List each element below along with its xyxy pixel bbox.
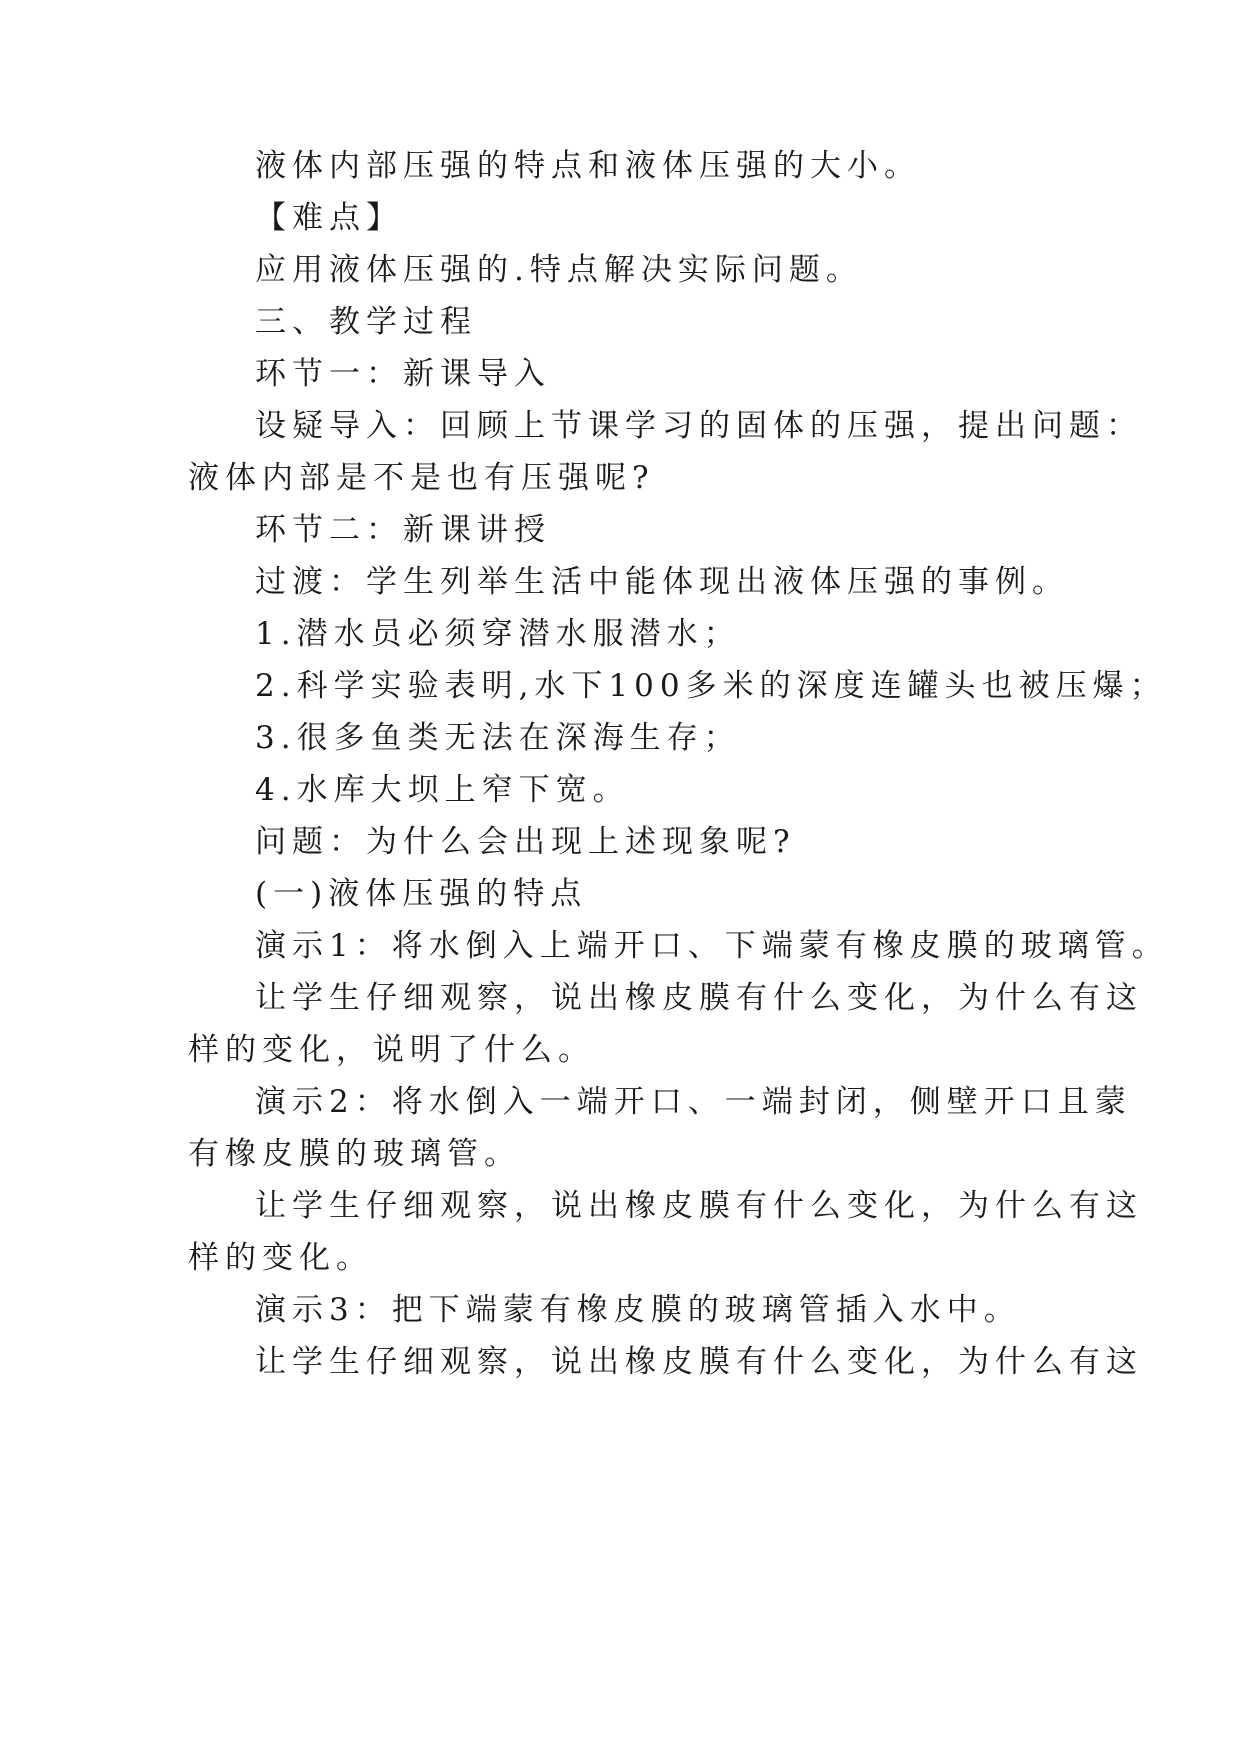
demo-3-text: 演示3：把下端蒙有橡皮膜的玻璃管插入水中。 [255, 1292, 1021, 1328]
intro-paragraph-line-1: 设疑导入：回顾上节课学习的固体的压强，提出问题： [255, 408, 1143, 444]
observe-2-line-1: 让学生仔细观察，说出橡皮膜有什么变化，为什么有这 [255, 1188, 1143, 1224]
key-points: 液体内部压强的特点和液体压强的大小。 [255, 148, 921, 184]
demo-1-text: 演示1：将水倒入上端开口、下端蒙有橡皮膜的玻璃管。 [255, 928, 1169, 964]
example-item-2: 2.科学实验表明,水下100多米的深度连罐头也被压爆； [255, 668, 1167, 704]
difficulty-text: 应用液体压强的.特点解决实际问题。 [255, 252, 863, 288]
observe-2-line-2: 样的变化。 [188, 1240, 373, 1276]
demo-2-line-1: 演示2：将水倒入一端开口、一端封闭，侧壁开口且蒙 [255, 1084, 1132, 1120]
difficulty-heading: 【难点】 [255, 200, 403, 236]
intro-paragraph-line-2: 液体内部是不是也有压强呢? [188, 460, 655, 496]
observe-1-line-1: 让学生仔细观察，说出橡皮膜有什么变化，为什么有这 [255, 980, 1143, 1016]
subsection-heading: (一)液体压强的特点 [255, 876, 588, 912]
section-heading: 三、教学过程 [255, 304, 477, 340]
example-item-4: 4.水库大坝上窄下宽。 [255, 772, 630, 808]
transition-text: 过渡：学生列举生活中能体现出液体压强的事例。 [255, 564, 1069, 600]
step-one-heading: 环节一：新课导入 [255, 356, 551, 392]
observe-1-line-2: 样的变化，说明了什么。 [188, 1032, 595, 1068]
example-item-1: 1.潜水员必须穿潜水服潜水； [255, 616, 741, 652]
step-two-heading: 环节二：新课讲授 [255, 512, 551, 548]
observe-3-line-1: 让学生仔细观察，说出橡皮膜有什么变化，为什么有这 [255, 1344, 1143, 1380]
example-item-3: 3.很多鱼类无法在深海生存； [255, 720, 741, 756]
demo-2-line-2: 有橡皮膜的玻璃管。 [188, 1136, 521, 1172]
question-text: 问题：为什么会出现上述现象呢? [255, 824, 796, 860]
